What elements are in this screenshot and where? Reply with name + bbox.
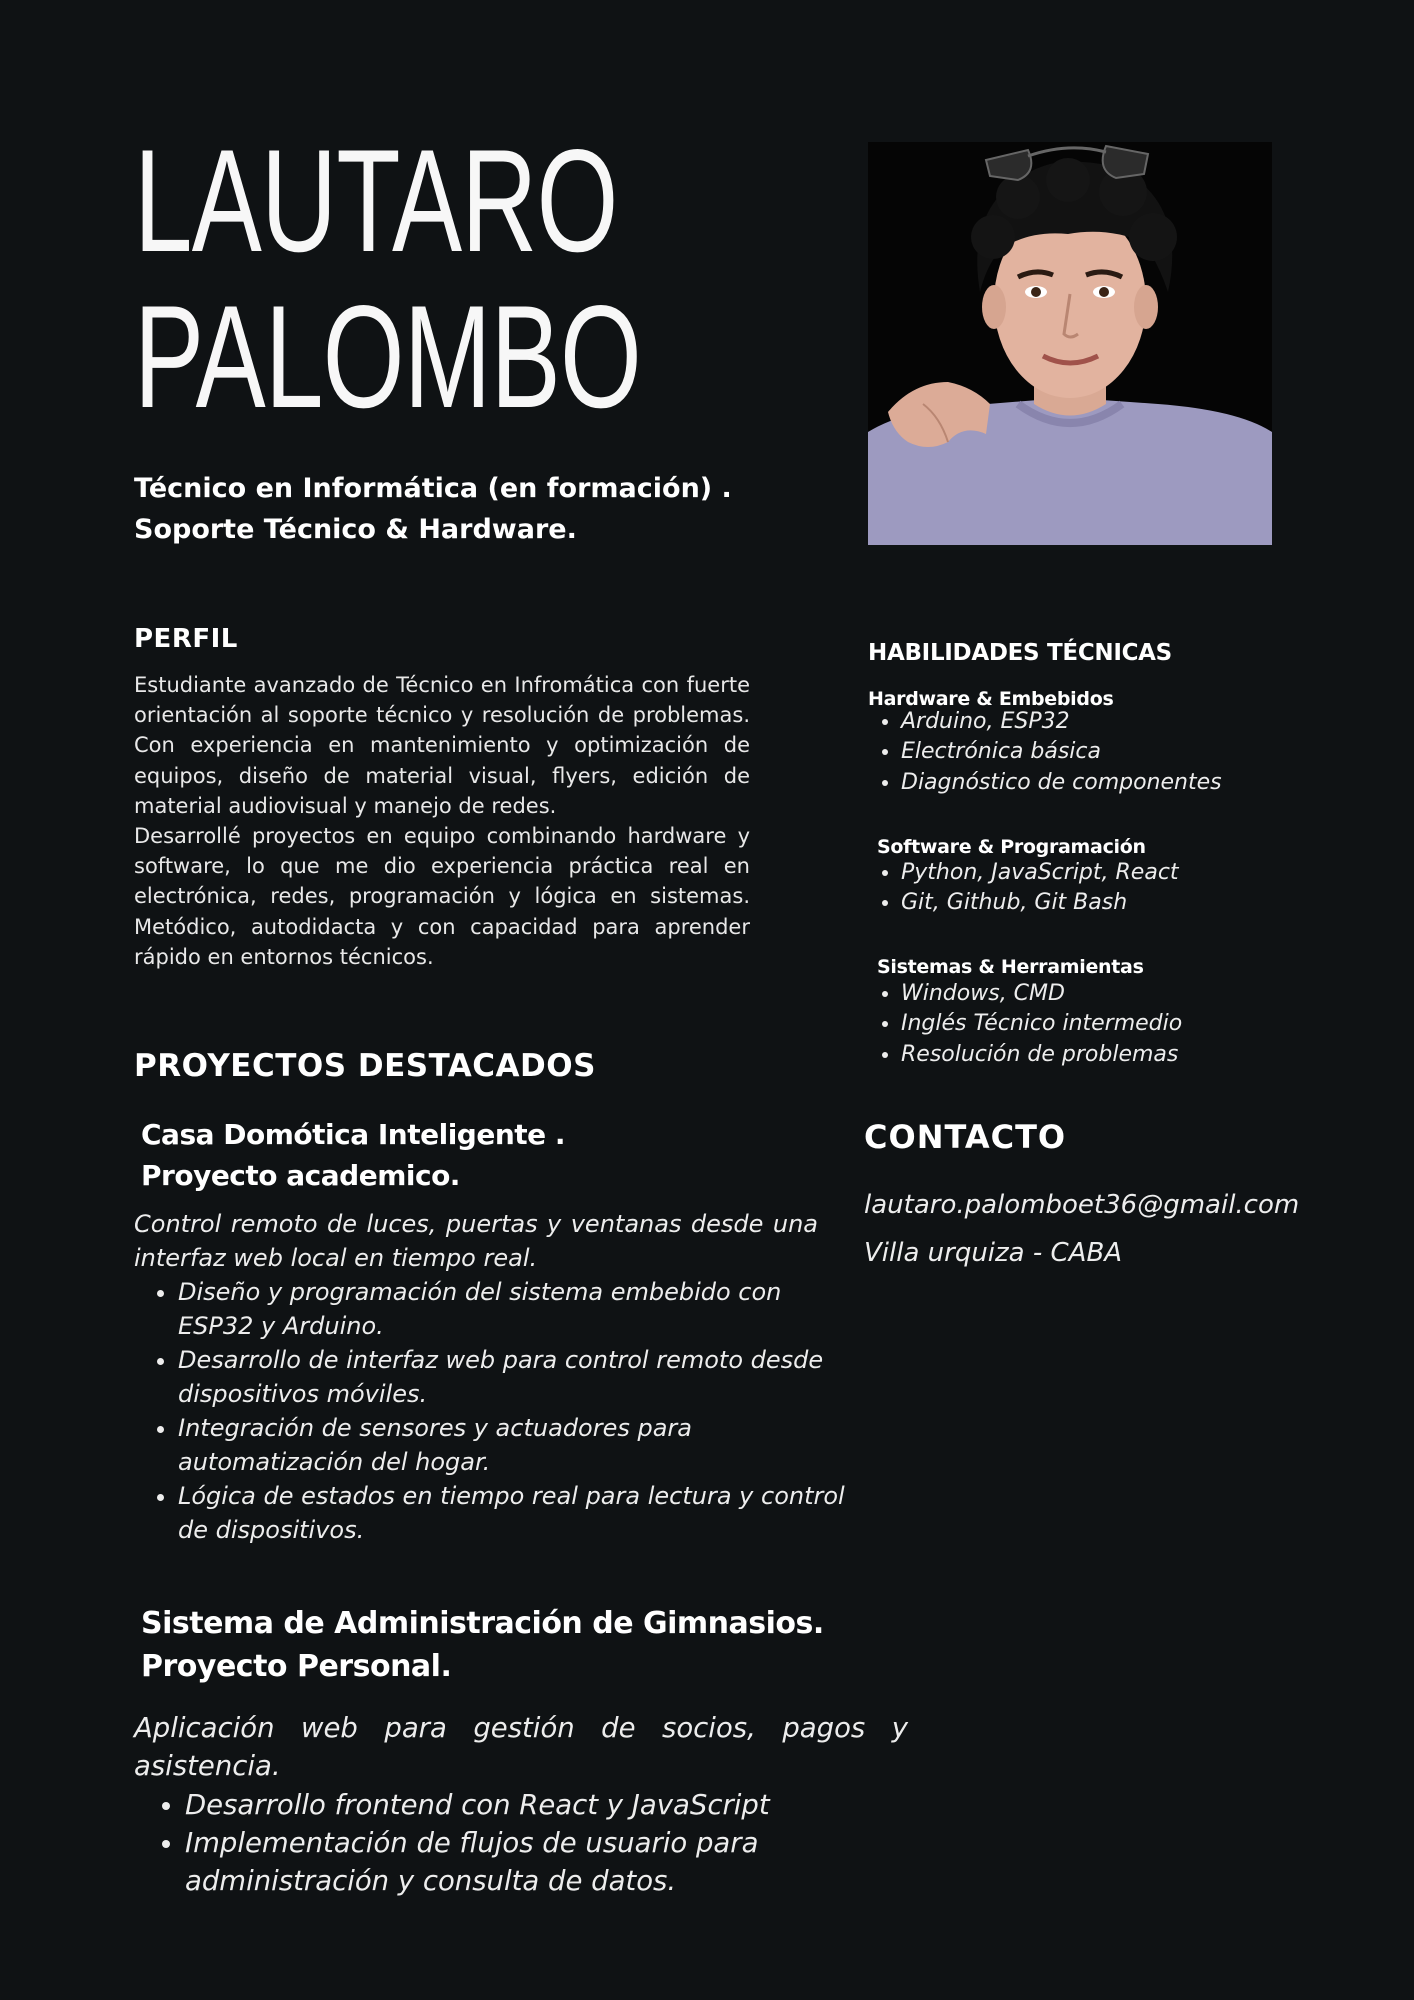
list-item: • Diseño y programación del sistema embebido con ESP32 y Arduino. <box>178 1275 858 1343</box>
projects-heading: PROYECTOS DESTACADOS <box>134 1048 596 1084</box>
tagline-line-1: Técnico en Informática (en formación) . <box>134 473 732 504</box>
contact-location: Villa urquiza - CABA <box>864 1238 1123 1268</box>
list-item: • Desarrollo frontend con React y JavaScript <box>185 1786 945 1824</box>
project-1-title-line-1: Casa Domótica Inteligente . <box>141 1118 566 1151</box>
project-1-title <box>141 1114 565 1196</box>
last-name: PALOMBO <box>134 275 642 438</box>
skill-category-systems: Sistemas & Herramientas <box>877 956 1144 978</box>
profile-paragraph-2: Desarrollé proyectos en equipo combinando hardware y software, lo que me dio experiencia práctica real en electrónica, redes, programación y lógica en sistemas. Metódico, autodidacta y con capacidad para aprender rápido en entornos técnicos. <box>134 824 750 969</box>
contact-email[interactable]: lautaro.palomboet36@gmail.com <box>864 1190 1300 1220</box>
profile-paragraph-1: Estudiante avanzado de Técnico en Infromática con fuerte orientación al soporte técnico y resolución de problemas. Con experiencia en mantenimiento y optimización de equipos, diseño de material visual, flyers, edición de material audiovisual y manejo de redes. <box>134 673 750 818</box>
project-2-title-line-1: Sistema de Administración de Gimnasios. <box>141 1606 824 1641</box>
skills-heading: HABILIDADES TÉCNICAS <box>868 640 1172 666</box>
list-item: • Windows, CMD <box>901 979 1341 1009</box>
list-item: • Resolución de problemas <box>901 1040 1341 1070</box>
skill-list-software <box>868 858 1341 919</box>
tagline <box>134 468 774 550</box>
list-item: • Integración de sensores y actuadores para automatización del hogar. <box>178 1411 858 1479</box>
project-1-description: Control remoto de luces, puertas y ventanas desde una interfaz web local en tiempo real. <box>134 1210 818 1272</box>
list-item: • Inglés Técnico intermedio <box>901 1009 1341 1039</box>
skill-list-systems <box>868 979 1341 1070</box>
list-item: • Diagnóstico de componentes <box>901 768 1341 798</box>
list-item: • Python, JavaScript, React <box>901 858 1341 888</box>
first-name: LAUTARO <box>134 119 618 282</box>
list-item: • Git, Github, Git Bash <box>901 888 1341 918</box>
portrait-illustration <box>868 142 1272 545</box>
project-2-title-line-2: Proyecto Personal. <box>141 1649 452 1684</box>
list-item: • Lógica de estados en tiempo real para lectura y control de dispositivos. <box>178 1479 858 1547</box>
project-2-bullets <box>134 1786 945 1900</box>
project-2-description: Aplicación web para gestión de socios, pagos y asistencia. <box>134 1712 908 1782</box>
project-2-title <box>141 1602 824 1688</box>
profile-heading: PERFIL <box>134 624 238 654</box>
project-1-bullets <box>134 1275 858 1547</box>
profile-text <box>134 670 750 972</box>
profile-photo <box>868 142 1272 545</box>
skill-category-hardware: Hardware & Embebidos <box>868 688 1114 710</box>
list-item: • Arduino, ESP32 <box>901 707 1341 737</box>
contact-heading: CONTACTO <box>864 1118 1067 1156</box>
skill-list-hardware <box>868 707 1341 798</box>
tagline-line-2: Soporte Técnico & Hardware. <box>134 514 577 545</box>
skill-category-software: Software & Programación <box>877 836 1146 858</box>
project-1-title-line-2: Proyecto academico. <box>141 1159 460 1192</box>
list-item: • Desarrollo de interfaz web para control remoto desde dispositivos móviles. <box>178 1343 858 1411</box>
list-item: • Electrónica básica <box>901 737 1341 767</box>
list-item: • Implementación de flujos de usuario para administración y consulta de datos. <box>185 1824 945 1900</box>
